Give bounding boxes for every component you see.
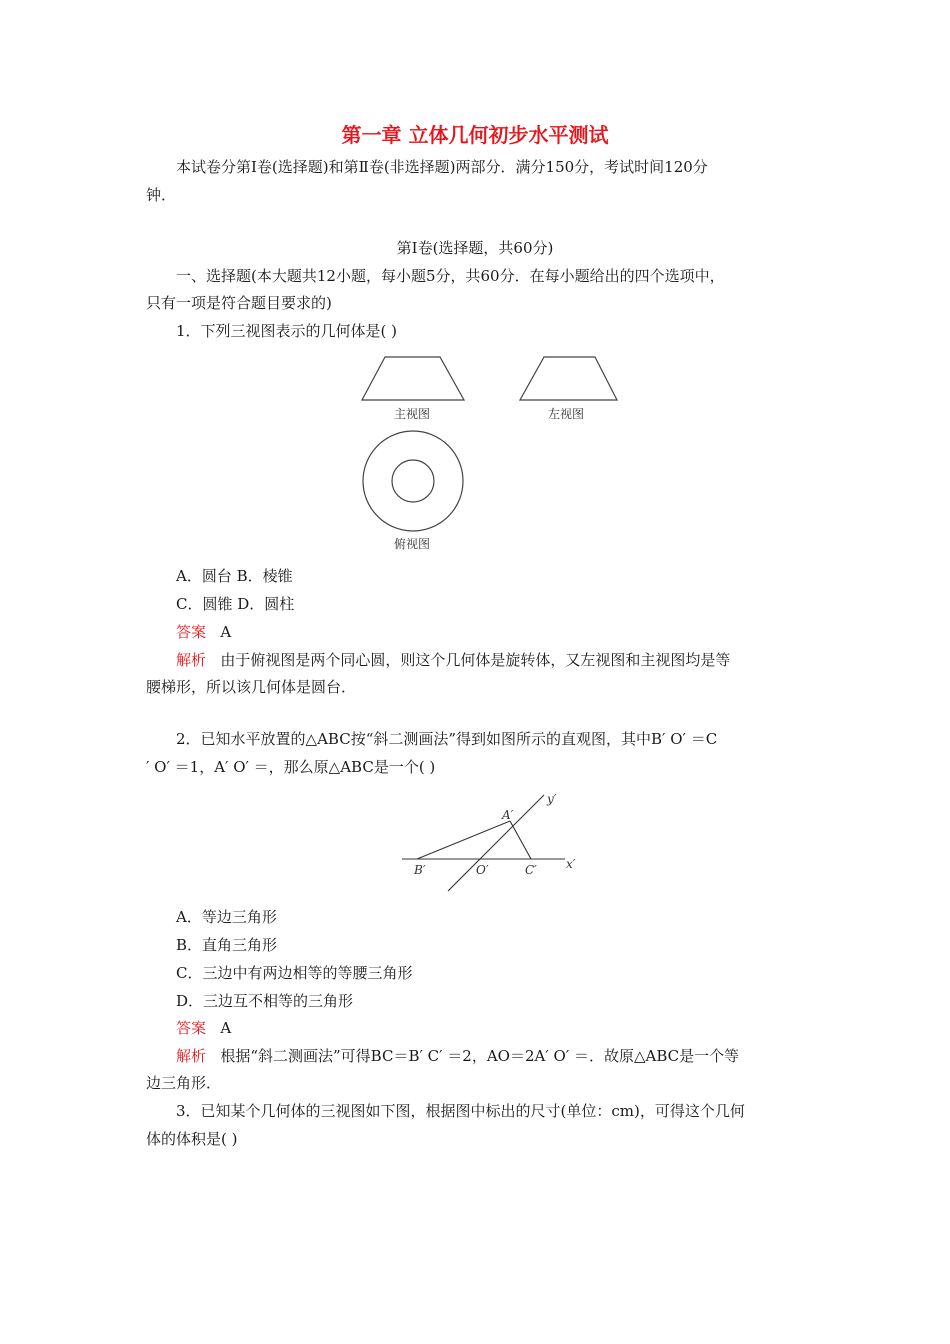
label-O: O′ — [476, 863, 489, 877]
left-view-label: 左视图 — [548, 407, 585, 421]
label-B: B′ — [414, 863, 426, 877]
q3-stem-line-1: 3．已知某个几何体的三视图如下图，根据图中标出的尺寸(单位：cm)，可得这个几何 — [176, 1102, 745, 1120]
instructions-line-1: 一、选择题(本大题共12小题，每小题5分，共60分．在每小题给出的四个选项中， — [176, 267, 725, 285]
q1-options-cd: C．圆锥 D．圆柱 — [176, 595, 295, 613]
q2-answer — [176, 1018, 231, 1038]
top-view-inner-circle — [392, 460, 434, 502]
intro-line-1: 本试卷分第Ⅰ卷(选择题)和第Ⅱ卷(非选择题)两部分．满分150分，考试时间120分 — [176, 158, 708, 176]
instructions-line-2: 只有一项是符合题目要求的) — [146, 294, 332, 312]
q1-answer — [176, 622, 231, 642]
q1-analysis-label: 解析 — [176, 651, 207, 669]
q2-answer-value: A — [220, 1019, 232, 1037]
q1-analysis-line-2: 腰梯形，所以该几何体是圆台． — [146, 678, 357, 696]
q1-three-view-figure — [340, 348, 640, 558]
q2-stem-line-2: ′ O′ ＝1，A′ O′ ＝，那么原△ABC是一个( ) — [146, 758, 436, 776]
q1-stem: 1．下列三视图表示的几何体是( ) — [176, 322, 398, 340]
front-view-trapezoid — [362, 357, 464, 400]
label-x: x′ — [566, 857, 576, 871]
q3-stem-line-2: 体的体积是( ) — [146, 1130, 238, 1148]
label-A: A′ — [502, 808, 514, 822]
top-view-outer-circle — [363, 431, 463, 531]
q1-analysis-text: 由于俯视图是两个同心圆，则这个几何体是旋转体，又左视图和主视图均是等 — [220, 651, 731, 669]
q2-option-b: B．直角三角形 — [176, 936, 278, 954]
page-title: 第一章 立体几何初步水平测试 — [341, 123, 609, 147]
q2-analysis — [176, 1046, 739, 1066]
q2-analysis-text: 根据“斜二测画法”可得BC＝B′ C′ ＝2，AO＝2A′ O′ ＝．故原△ABC是一个等 — [220, 1047, 740, 1065]
label-y: y′ — [547, 792, 557, 806]
q1-answer-label: 答案 — [176, 623, 207, 641]
segment-AC — [510, 821, 531, 859]
top-view-label: 俯视图 — [394, 537, 431, 551]
section-heading: 第Ⅰ卷(选择题，共60分) — [396, 239, 554, 257]
left-view-trapezoid — [520, 357, 617, 400]
q2-analysis-label: 解析 — [176, 1047, 207, 1065]
q2-option-d: D．三边互不相等的三角形 — [176, 992, 354, 1010]
q2-answer-label: 答案 — [176, 1019, 207, 1037]
label-C: C′ — [525, 863, 537, 877]
q2-option-a: A．等边三角形 — [176, 908, 277, 926]
q1-options-ab: A．圆台 B．棱锥 — [176, 567, 293, 585]
q2-oblique-figure — [400, 787, 590, 897]
q1-analysis — [176, 650, 730, 670]
q2-stem-line-1: 2．已知水平放置的△ABC按“斜二测画法”得到如图所示的直观图，其中B′ O′ ＝C — [176, 730, 718, 748]
front-view-label: 主视图 — [394, 407, 431, 421]
segment-BA — [417, 821, 510, 859]
q1-answer-value: A — [220, 623, 232, 641]
q2-option-c: C．三边中有两边相等的等腰三角形 — [176, 964, 413, 982]
q2-analysis-line-2: 边三角形． — [146, 1074, 222, 1092]
intro-line-2: 钟． — [146, 186, 177, 204]
